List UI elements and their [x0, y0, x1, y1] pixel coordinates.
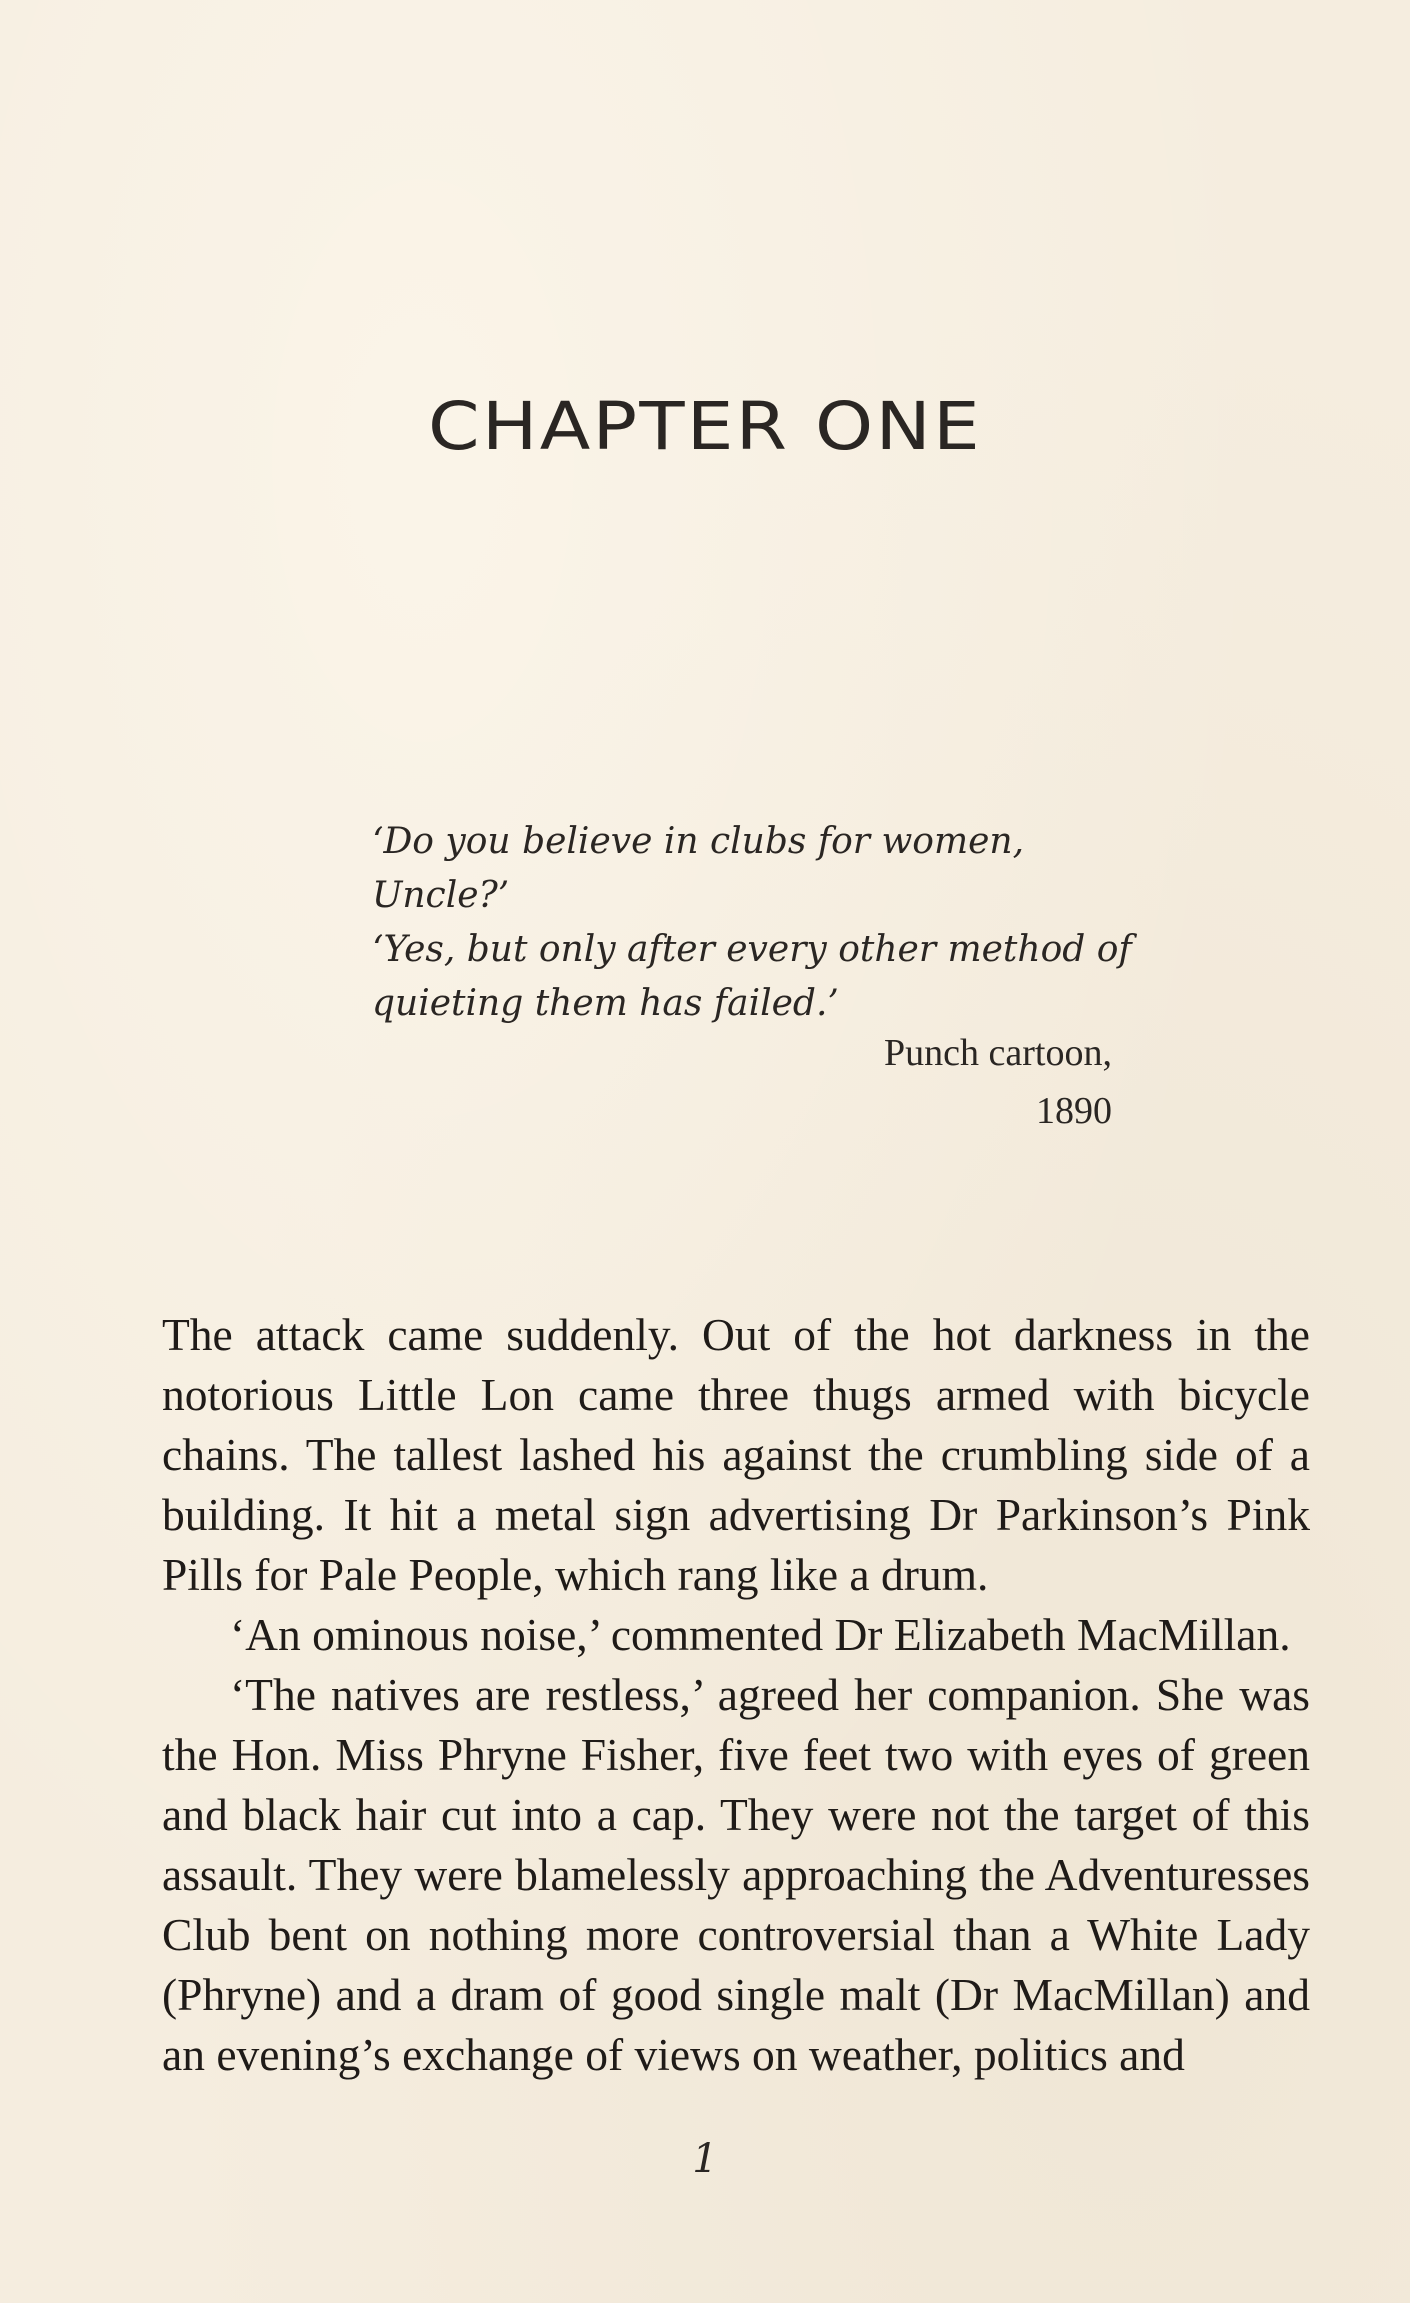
epigraph-line: ‘Yes, but only after every other method of: [372, 929, 1132, 970]
epigraph-line: ‘Do you believe in clubs for women, Uncle?’: [372, 821, 1025, 916]
body-text: [162, 1305, 1310, 2085]
page-number: 1: [692, 2136, 718, 2182]
epigraph-attribution: [800, 1024, 1112, 1140]
attribution-source: Punch cartoon,: [884, 1032, 1112, 1074]
paragraph: The attack came suddenly. Out of the hot darkness in the notorious Little Lon came three thugs armed with bicycle chains. The tallest lashed his against the crumbling side of a building. It hit a metal sign advertising Dr Parkinson’s Pink Pills for Pale People, which rang like a drum.: [162, 1309, 1310, 1600]
epigraph: [372, 815, 1132, 1031]
attribution-year: 1890: [1036, 1090, 1112, 1132]
paragraph: ‘The natives are restless,’ agreed her companion. She was the Hon. Miss Phryne Fisher, five feet two with eyes of green and black hair cut into a cap. They were not the target of this assault. They were blamelessly approaching the Adventuresses Club bent on nothing more controversial than a White Lady (Phryne) and a dram of good single malt (Dr MacMillan) and an evening’s exchange of views on weather, politics and: [162, 1669, 1310, 2080]
paragraph: ‘An ominous noise,’ commented Dr Elizabeth MacMillan.: [230, 1609, 1291, 1660]
epigraph-line: quieting them has failed.’: [372, 983, 839, 1024]
chapter-title: CHAPTER ONE: [428, 388, 982, 465]
